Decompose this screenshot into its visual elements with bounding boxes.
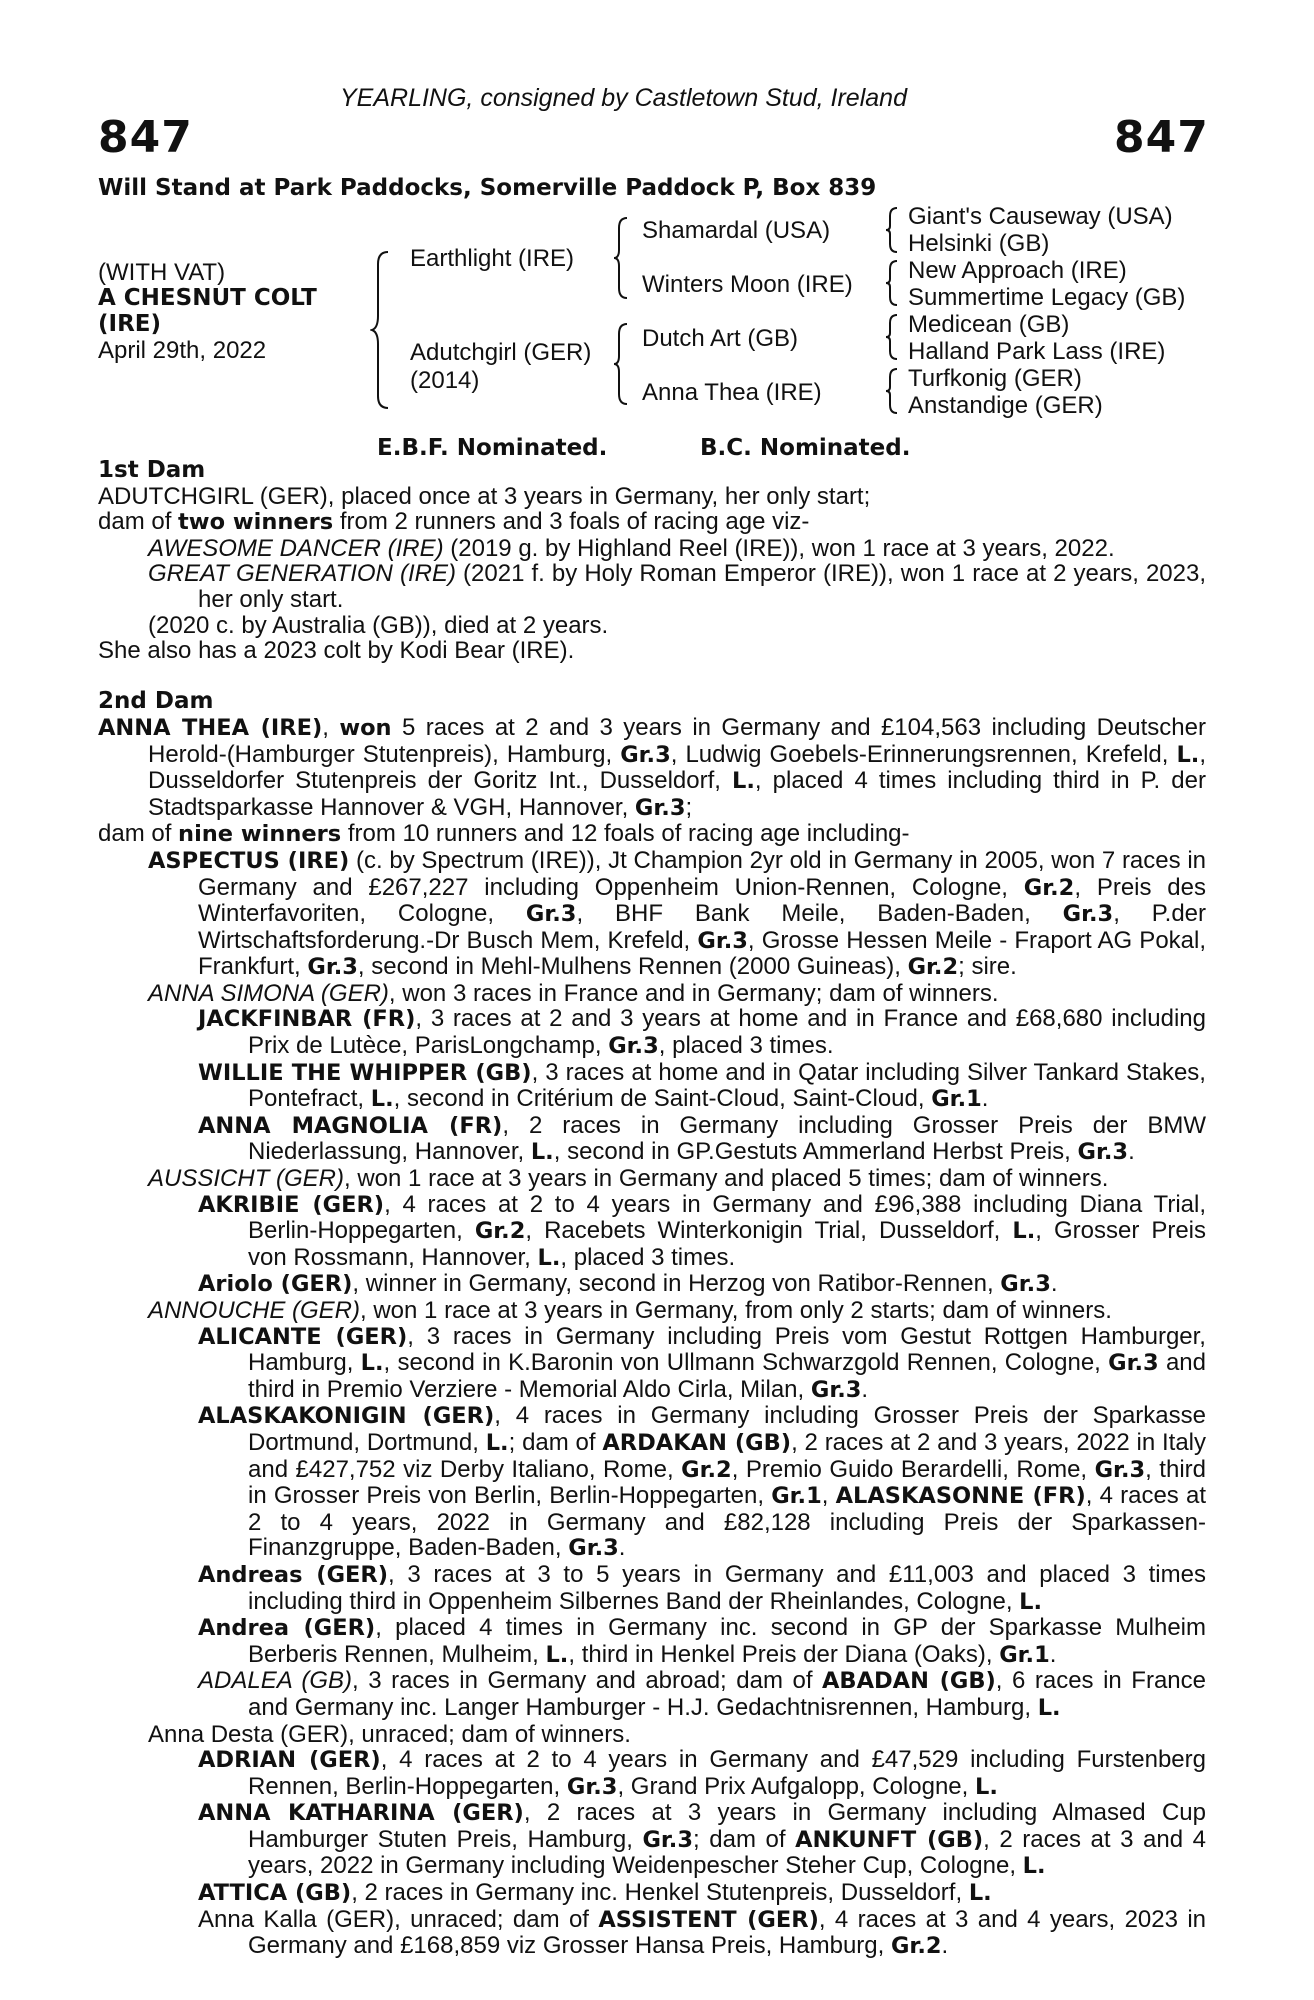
- list-item: JACKFINBAR (FR), 3 races at 2 and 3 years at home and in France and £68,680 including Prix de Lutèce, ParisLongchamp, Gr.3, placed 3 times.: [198, 1005, 1206, 1060]
- list-item: AKRIBIE (GER), 4 races at 2 to 4 years in Germany and £96,388 including Diana Trial, Berlin-Hoppegarten, Gr.2, Racebets Winterkonigin Trial, Dusseldorf, L., Grosser Preis von Rossmann, Hannover, L., placed 3 times.: [198, 1190, 1207, 1271]
- list-item: ANNA SIMONA (GER), won 3 races in France and in Germany; dam of winners.: [148, 979, 999, 1007]
- pedigree-main-brace: [370, 250, 392, 410]
- list-item: AUSSICHT (GER), won 1 race at 3 years in Germany and placed 5 times; dam of winners.: [148, 1165, 1109, 1193]
- pedigree-sire: Earthlight (IRE): [410, 245, 575, 272]
- first-dam-record: ADUTCHGIRL (GER), placed once at 3 years in Germany, her only start;: [98, 482, 871, 510]
- list-item: Ariolo (GER), winner in Germany, second in Herzog von Ratibor-Rennen, Gr.3.: [198, 1270, 1058, 1298]
- lot-number-left: 847: [98, 112, 193, 163]
- pedigree-ssd: Helsinki (GB): [908, 230, 1050, 257]
- bc-nomination: B.C. Nominated.: [700, 435, 911, 461]
- pedigree-dam: Adutchgirl (GER): [410, 339, 592, 366]
- list-item: ANNA MAGNOLIA (FR), 2 races in Germany including Grosser Preis der BMW Niederlassung, Hannover, L., second in GP.Gestuts Ammerland Herbst Preis, Gr.3.: [198, 1111, 1206, 1166]
- ebf-nomination: E.B.F. Nominated.: [377, 435, 608, 461]
- pedigree-dds: Turfkonig (GER): [908, 365, 1082, 392]
- second-dam-produce: dam of nine winners from 10 runners and 12 foals of racing age including-: [98, 820, 910, 848]
- list-item: (2020 c. by Australia (GB)), died at 2 years.: [148, 611, 609, 639]
- pedigree-sire-brace: [612, 216, 630, 300]
- pedigree-brace-ss: [884, 206, 900, 254]
- pedigree-brace-ds: [884, 313, 900, 361]
- pedigree-dam-sire: Dutch Art (GB): [642, 325, 799, 352]
- list-item: ALASKAKONIGIN (GER), 4 races in Germany including Grosser Preis der Sparkasse Dortmund, Dortmund, L.; dam of ARDAKAN (GB), 2 races at 2 and 3 years, 2022 in Italy and £427,752 viz Derby Italiano, Rome, Gr.2, Premio Guido Berardelli, Rome, Gr.3, third in Grosser Preis von Berlin, Berlin-Hoppegarten, Gr.1, ALASKASONNE (FR), 4 races at 2 to 4 years, 2022 in Germany and £82,128 including Preis der Sparkassen-Finanzgruppe, Baden-Baden, Gr.3.: [198, 1402, 1207, 1562]
- list-item: WILLIE THE WHIPPER (GB), 3 races at home and in Qatar including Silver Tankard Stakes, Pontefract, L., second in Critérium de Saint-Cloud, Saint-Cloud, Gr.1.: [198, 1058, 1206, 1113]
- list-item: ADALEA (GB), 3 races in Germany and abroad; dam of ABADAN (GB), 6 races in France and Germany inc. Langer Hamburger - H.J. Gedachtnisrennen, Hamburg, L.: [198, 1667, 1206, 1721]
- first-dam-note: She also has a 2023 colt by Kodi Bear (IRE).: [98, 637, 575, 665]
- pedigree-dam-year: (2014): [410, 367, 480, 394]
- list-item: Andrea (GER), placed 4 times in Germany inc. second in GP der Sparkasse Mulheim Berberis Rennen, Mulheim, L., third in Henkel Preis der Diana (Oaks), Gr.1.: [198, 1614, 1206, 1668]
- list-item: Andreas (GER), 3 races at 3 to 5 years in Germany and £11,003 and placed 3 times including third in Oppenheim Silbernes Band der Rheinlandes, Cologne, L.: [198, 1560, 1206, 1615]
- pedigree-dam-brace: [612, 322, 630, 406]
- pedigree-brace-sd: [884, 259, 900, 307]
- list-item: ANNA KATHARINA (GER), 2 races at 3 years in Germany including Almased Cup Hamburger Stuten Preis, Hamburg, Gr.3; dam of ANKUNFT (GB), 2 races at 3 and 4 years, 2022 in Germany including Weidenpescher Steher Cup, Cologne, L.: [198, 1799, 1207, 1880]
- pedigree-sdd: Summertime Legacy (GB): [908, 284, 1186, 311]
- list-item: Anna Desta (GER), unraced; dam of winners.: [148, 1720, 631, 1748]
- pedigree-sire-sire: Shamardal (USA): [642, 217, 831, 244]
- pedigree-ddd: Anstandige (GER): [908, 392, 1103, 419]
- first-dam-heading: 1st Dam: [98, 457, 206, 483]
- list-item: AWESOME DANCER (IRE) (2019 g. by Highland Reel (IRE)), won 1 race at 3 years, 2022.: [148, 534, 1115, 562]
- pedigree-notes: [98, 458, 1206, 1960]
- pedigree-dss: Medicean (GB): [908, 311, 1070, 338]
- pedigree-dsd: Halland Park Lass (IRE): [908, 338, 1166, 365]
- pedigree-sire-dam: Winters Moon (IRE): [642, 271, 853, 298]
- list-item: ALICANTE (GER), 3 races in Germany including Preis vom Gestut Rottgen Hamburger, Hamburg, L., second in K.Baronin von Ullmann Schwarzgold Rennen, Cologne, Gr.3 and third in Premio Verziere - Memorial Aldo Cirla, Milan, Gr.3.: [198, 1322, 1206, 1403]
- second-dam-heading: 2nd Dam: [98, 688, 214, 715]
- pedigree-dam-dam: Anna Thea (IRE): [642, 379, 822, 406]
- list-item: ASPECTUS (IRE) (c. by Spectrum (IRE)), Jt Champion 2yr old in Germany in 2005, won 7 races in Germany and £267,227 including Oppenheim Union-Rennen, Cologne, Gr.2, Preis des Winterfavoriten, Cologne, Gr.3, BHF Bank Meile, Baden-Baden, Gr.3, P.der Wirtschaftsforderung.-Dr Busch Mem, Krefeld, Gr.3, Grosse Hessen Meile - Fraport AG Pokal, Frankfurt, Gr.3, second in Mehl-Mulhens Rennen (2000 Guineas), Gr.2; sire.: [148, 846, 1207, 981]
- pedigree-sss: Giant's Causeway (USA): [908, 203, 1173, 230]
- list-item: ANNOUCHE (GER), won 1 race at 3 years in Germany, from only 2 starts; dam of winners.: [148, 1297, 1112, 1324]
- stand-location: Will Stand at Park Paddocks, Somerville Paddock P, Box 839: [98, 175, 877, 201]
- second-dam-record: ANNA THEA (IRE), won 5 races at 2 and 3 years in Germany and £104,563 including Deutscher Herold-(Hamburger Stutenpreis), Hamburg, Gr.3, Ludwig Goebels-Erinnerungsrennen, Krefeld, L., Dusseldorfer Stutenpreis der Goritz Int., Dusseldorf, L., placed 4 times including third in P. der Stadtsparkasse Hannover & VGH, Hannover, Gr.3;: [98, 713, 1206, 821]
- catalogue-header: YEARLING, consigned by Castletown Stud, Ireland: [340, 84, 907, 112]
- list-item: Anna Kalla (GER), unraced; dam of ASSISTENT (GER), 4 races at 3 and 4 years, 2023 in Germany and £168,859 viz Grosser Hansa Preis, Hamburg, Gr.2.: [198, 1905, 1206, 1960]
- list-item: GREAT GENERATION (IRE) (2021 f. by Holy Roman Emperor (IRE)), won 1 race at 2 years, 2023, her only start.: [148, 560, 1206, 613]
- date-of-birth: April 29th, 2022: [98, 337, 267, 364]
- pedigree-brace-dd: [884, 367, 900, 415]
- horse-name-line1: A CHESNUT COLT: [98, 285, 317, 311]
- first-dam-produce: dam of two winners from 2 runners and 3 foals of racing age viz-: [98, 508, 810, 536]
- horse-name-line2: (IRE): [98, 311, 162, 337]
- list-item: ATTICA (GB), 2 races in Germany inc. Henkel Stutenpreis, Dusseldorf, L.: [198, 1879, 992, 1907]
- pedigree-sds: New Approach (IRE): [908, 257, 1127, 284]
- lot-number-right: 847: [1114, 112, 1209, 163]
- vat-label: (WITH VAT): [98, 259, 226, 286]
- list-item: ADRIAN (GER), 4 races at 2 to 4 years in Germany and £47,529 including Furstenberg Rennen, Berlin-Hoppegarten, Gr.3, Grand Prix Aufgalopp, Cologne, L.: [198, 1746, 1206, 1800]
